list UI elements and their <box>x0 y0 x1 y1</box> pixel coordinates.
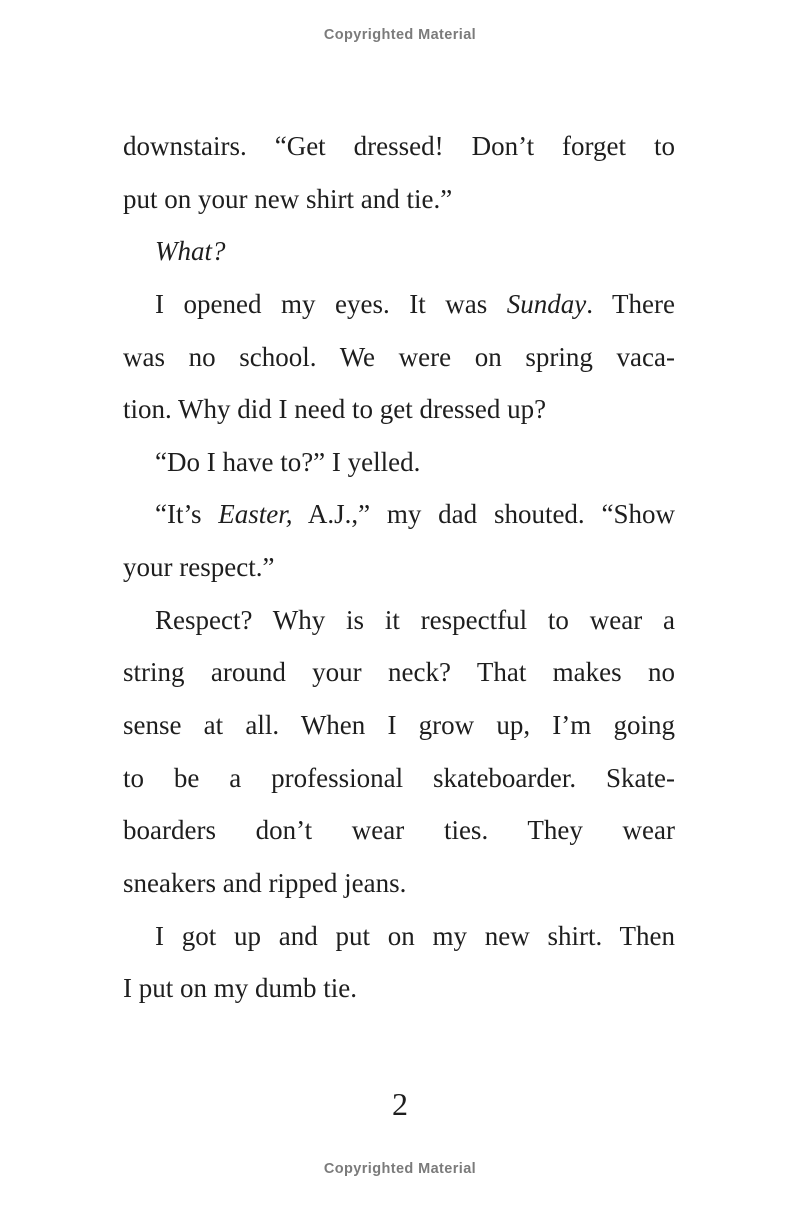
text-line <box>123 541 675 594</box>
text-segment: . There <box>586 288 675 319</box>
copyright-notice-footer: Copyrighted Material <box>323 1161 477 1177</box>
text-segment: I got up and put on my new shirt. Then <box>155 920 675 951</box>
text-line <box>123 278 675 331</box>
text-segment: was no school. We were on spring vaca- <box>123 341 675 372</box>
text-segment: string around your neck? That makes no <box>123 657 675 688</box>
text-segment: tion. Why did I need to get dressed up? <box>123 394 547 425</box>
text-line <box>123 436 675 489</box>
italic-text-segment: Sunday <box>506 288 587 319</box>
page-number: 2 <box>392 1086 408 1122</box>
text-segment: sneakers and ripped jeans. <box>123 867 407 898</box>
text-segment: downstairs. “Get dressed! Don’t forget to <box>123 131 675 161</box>
page-text <box>123 120 675 1015</box>
text-segment: “Do I have to?” I yelled. <box>155 446 421 477</box>
text-line <box>123 699 675 752</box>
text-segment: “It’s <box>155 499 219 530</box>
text-segment: sense at all. When I grow up, I’m going <box>123 710 675 741</box>
italic-text-segment: Easter, <box>218 499 293 530</box>
text-segment: I opened my eyes. It was <box>155 288 507 319</box>
text-line <box>123 646 675 699</box>
text-segment: A.J.,” my dad shouted. “Show <box>292 499 675 530</box>
text-segment: your respect.” <box>123 552 275 583</box>
text-line <box>123 804 675 857</box>
text-line <box>123 173 675 226</box>
text-line <box>123 120 675 173</box>
text-segment: to be a professional skateboarder. Skate- <box>123 762 675 793</box>
text-line <box>123 594 675 647</box>
text-line <box>123 910 675 963</box>
text-segment: put on your new shirt and tie.” <box>123 183 453 214</box>
text-line <box>123 857 675 910</box>
text-line <box>123 488 675 541</box>
text-segment: Respect? Why is it respectful to wear a <box>155 604 675 635</box>
text-line <box>123 383 675 436</box>
text-line <box>123 331 675 384</box>
text-line <box>123 752 675 805</box>
text-segment: I put on my dumb tie. <box>123 973 357 1004</box>
copyright-notice-header: Copyrighted Material <box>323 27 477 43</box>
text-segment: boarders don’t wear ties. They wear <box>123 815 675 846</box>
italic-text-segment: What? <box>155 236 226 267</box>
text-line <box>123 225 675 278</box>
text-line <box>123 962 675 1015</box>
